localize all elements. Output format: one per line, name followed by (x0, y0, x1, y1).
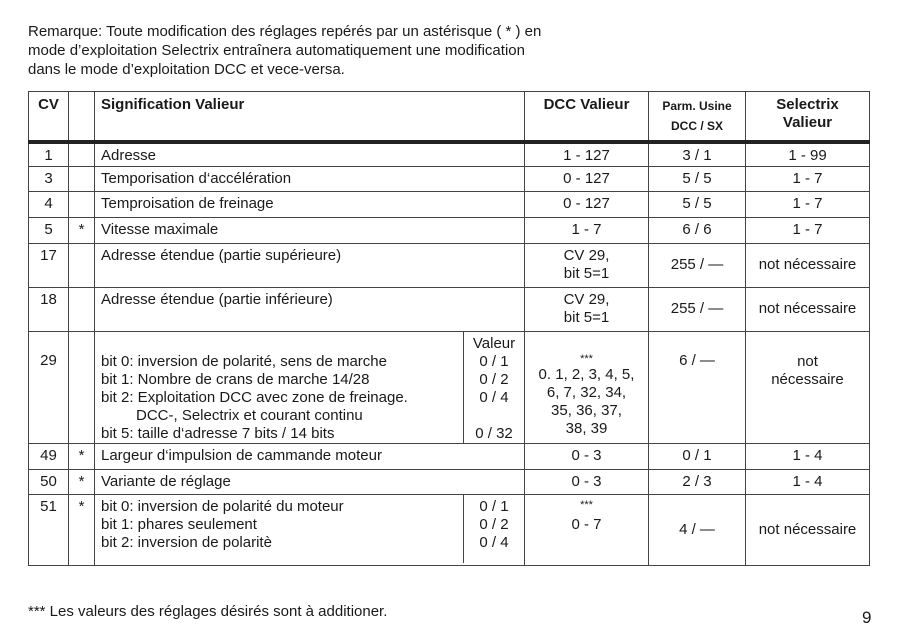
star-cell (69, 243, 95, 287)
page-number: 9 (862, 608, 872, 627)
table-row (29, 287, 870, 331)
meaning-cell: Vitesse maximale (95, 217, 525, 243)
star-cell: * (69, 443, 95, 469)
parm-cell: 255 / — (649, 243, 746, 287)
cv-cell: 29 (29, 331, 69, 443)
bit-line: bit 1: phares seulement (101, 515, 257, 533)
sx-cell: not nécessaire (746, 243, 870, 287)
table-row (29, 494, 870, 565)
bit-line: bit 0: inversion de polarité du moteur (101, 497, 344, 515)
value-header: Valeur (472, 334, 516, 352)
dcc-line: CV 29, (563, 246, 610, 264)
table-row (29, 217, 870, 243)
meaning-cell: Temporisation d‘accélération (95, 166, 525, 191)
dcc-line: 0 - 7 (571, 515, 602, 533)
cv-cell: 50 (29, 469, 69, 494)
dcc-cell (525, 243, 649, 287)
table-row (29, 191, 870, 217)
dcc-line: *** (580, 352, 593, 365)
remark-line: mode d’exploitation Selectrix entraînera automatiquement une modification (28, 42, 525, 59)
cv-cell: 4 (29, 191, 69, 217)
sx-cell: 1 - 4 (746, 469, 870, 494)
dcc-cell: 0 - 3 (525, 443, 649, 469)
cv-cell: 17 (29, 243, 69, 287)
bit-line: bit 2: Exploitation DCC avec zone de freinage. (101, 388, 408, 406)
meaning-cell: Temproisation de freinage (95, 191, 525, 217)
sx-cell: 1 - 99 (746, 142, 870, 166)
parm-cell: 0 / 1 (649, 443, 746, 469)
sx-cell: 1 - 4 (746, 443, 870, 469)
header-parm-line1: Parm. Usine (662, 99, 732, 113)
parm-cell: 255 / — (649, 287, 746, 331)
dcc-cell: 1 - 127 (525, 142, 649, 166)
star-cell (69, 191, 95, 217)
sx-cell: not nécessaire (746, 287, 870, 331)
bit-value: 0 / 2 (479, 515, 509, 533)
dcc-line: 38, 39 (565, 419, 608, 437)
dcc-cell: 1 - 7 (525, 217, 649, 243)
dcc-cell (525, 494, 649, 565)
cv-cell: 49 (29, 443, 69, 469)
star-cell: * (69, 217, 95, 243)
parm-cell: 2 / 3 (649, 469, 746, 494)
dcc-line: bit 5=1 (563, 308, 610, 326)
dcc-cell: 0 - 3 (525, 469, 649, 494)
meaning-cell (95, 331, 525, 443)
dcc-cell (525, 287, 649, 331)
sx-cell: 1 - 7 (746, 166, 870, 191)
dcc-line: *** (580, 498, 593, 511)
header-parm (649, 92, 746, 143)
bit-value: 0 / 32 (475, 424, 513, 442)
footnote: *** Les valeurs des réglages désirés sont à additioner. (28, 603, 388, 620)
header-row (29, 92, 870, 143)
bit-value: 0 / 4 (479, 388, 509, 406)
cv-table (28, 91, 870, 566)
header-sx (746, 92, 870, 143)
header-cv: CV (29, 92, 69, 143)
cv-cell: 18 (29, 287, 69, 331)
remark-paragraph (28, 22, 628, 79)
bit-line: bit 5: taille d‘adresse 7 bits / 14 bits (101, 424, 335, 442)
star-cell (69, 166, 95, 191)
bit-line: bit 2: inversion de polaritè (101, 533, 272, 551)
remark-line: dans le mode d’exploitation DCC et vece-versa. (28, 61, 345, 78)
dcc-line: 0. 1, 2, 3, 4, 5, (538, 365, 635, 383)
dcc-line: 35, 36, 37, (551, 401, 622, 419)
dcc-line: CV 29, (563, 290, 610, 308)
sx-line: not (797, 352, 818, 370)
header-sx-line2: Valieur (782, 114, 833, 131)
bit-line: bit 1: Nombre de crans de marche 14/28 (101, 370, 370, 388)
dcc-cell (525, 331, 649, 443)
sx-line: nécessaire (771, 370, 844, 388)
meaning-cell: Variante de réglage (95, 469, 525, 494)
header-dcc: DCC Valieur (525, 92, 649, 143)
bit-line: DCC-, Selectrix et courant continu (136, 406, 363, 424)
bit-value: 0 / 1 (479, 497, 509, 515)
sx-cell: not nécessaire (746, 494, 870, 565)
table-row (29, 469, 870, 494)
dcc-line: bit 5=1 (563, 264, 610, 282)
header-star (69, 92, 95, 143)
meaning-cell: Adresse étendue (partie supérieure) (95, 243, 525, 287)
dcc-cell: 0 - 127 (525, 191, 649, 217)
star-cell: * (69, 469, 95, 494)
parm-cell: 6 / 6 (649, 217, 746, 243)
star-cell (69, 142, 95, 166)
remark-line: Remarque: Toute modification des réglages repérés par un astérisque ( * ) en (28, 23, 542, 40)
meaning-cell: Adresse (95, 142, 525, 166)
parm-cell: 6 / — (649, 331, 746, 443)
cv-cell: 3 (29, 166, 69, 191)
cv-cell: 5 (29, 217, 69, 243)
dcc-cell: 0 - 127 (525, 166, 649, 191)
table-row (29, 243, 870, 287)
meaning-cell: Largeur d‘impulsion de cammande moteur (95, 443, 525, 469)
header-meaning: Signification Valieur (95, 92, 525, 143)
bit-line: bit 0: inversion de polarité, sens de marche (101, 352, 387, 370)
table-row (29, 166, 870, 191)
bit-value: 0 / 1 (479, 352, 509, 370)
header-sx-line1: Selectrix (776, 96, 839, 113)
parm-cell: 3 / 1 (649, 142, 746, 166)
dcc-line: 6, 7, 32, 34, (546, 383, 627, 401)
parm-cell: 5 / 5 (649, 191, 746, 217)
bit-value: 0 / 4 (479, 533, 509, 551)
parm-cell: 5 / 5 (649, 166, 746, 191)
sx-cell: 1 - 7 (746, 217, 870, 243)
star-cell (69, 287, 95, 331)
bit-value: 0 / 2 (479, 370, 509, 388)
table-row (29, 142, 870, 166)
meaning-cell (95, 494, 525, 565)
star-cell: * (69, 494, 95, 565)
sx-cell (746, 331, 870, 443)
sx-cell: 1 - 7 (746, 191, 870, 217)
table-row (29, 331, 870, 443)
bit-value (464, 407, 524, 425)
table-row (29, 443, 870, 469)
header-parm-line2: DCC / SX (670, 119, 723, 133)
cv-cell: 51 (29, 494, 69, 565)
cv-cell: 1 (29, 142, 69, 166)
meaning-cell: Adresse étendue (partie inférieure) (95, 287, 525, 331)
parm-cell: 4 / — (649, 494, 746, 565)
star-cell (69, 331, 95, 443)
